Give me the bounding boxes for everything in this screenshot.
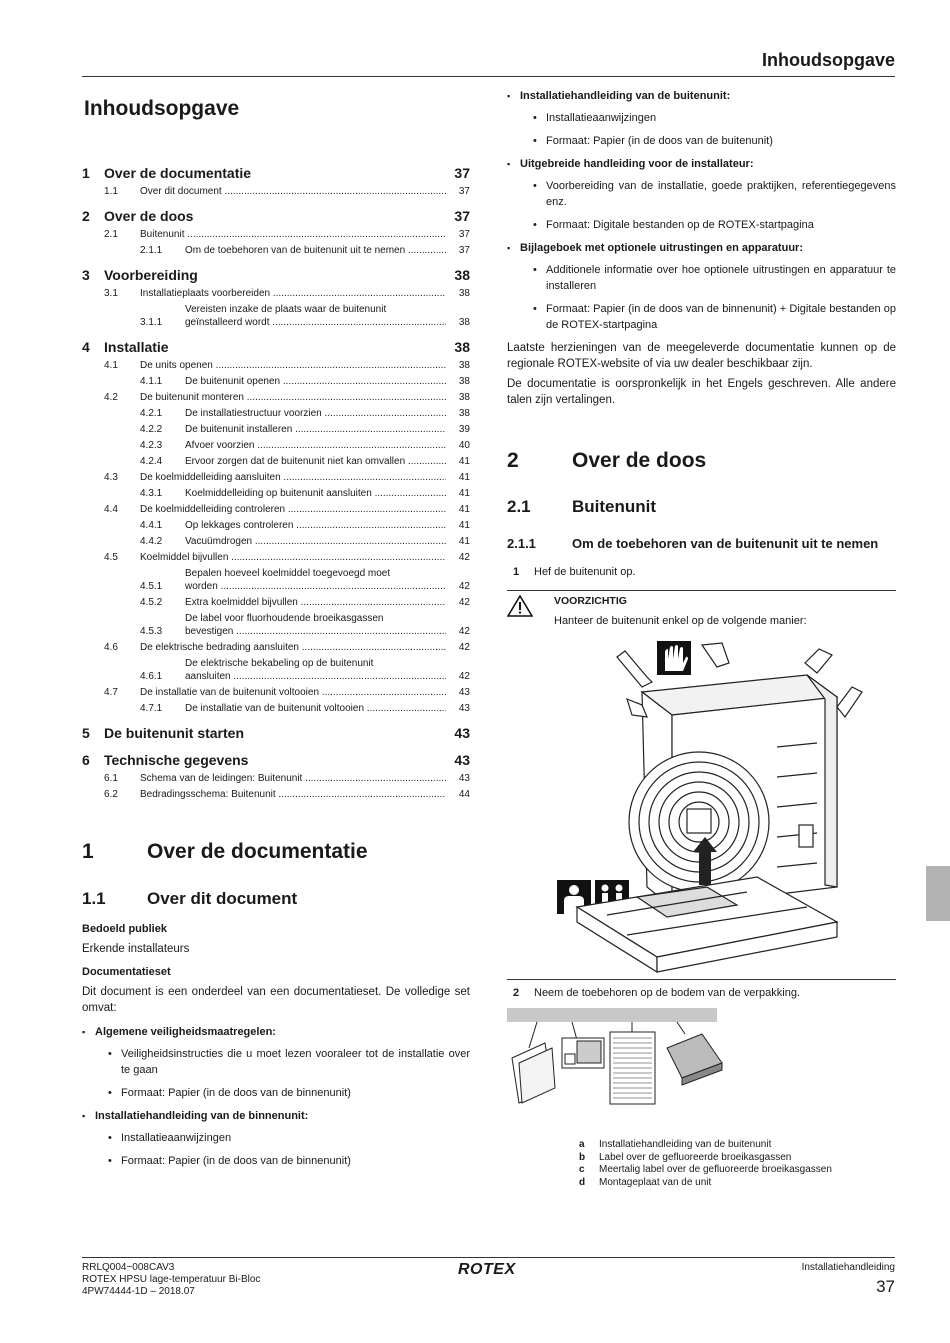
audience-text: Erkende installateurs [82,943,190,955]
toc-page: 41 [458,455,470,467]
toc-entry-level3 [82,565,470,594]
toc-entry-level1 [82,723,470,743]
toc-number: 4.1 [104,359,118,371]
toc-number: 1 [82,165,90,181]
docset-subitem: • Installatieaanwijzingen [95,1130,470,1146]
toc-entry-level3 [82,301,470,330]
toc-number: 6.1 [104,772,118,784]
warning-icon [507,595,554,627]
footer-rule [82,1257,895,1258]
right-column [507,88,896,1108]
toc-title-text: De buitenunit starten [104,725,245,741]
docset-sublist [95,1046,470,1101]
toc-title: Inhoudsopgave [84,97,240,120]
toc-page: 38 [458,375,470,387]
toc-title-text: Koelmiddelleiding op buitenunit aansluiten ..... [185,487,446,500]
toc-page: 38 [454,339,470,355]
legend-row [579,1139,832,1152]
toc-number: 4.3 [104,471,118,483]
legend-key: d [579,1176,586,1188]
toc-entry-level3 [82,242,470,258]
toc-page: 38 [458,391,470,403]
toc-title-text: Over dit document ..... [140,185,446,198]
toc-entry-level3 [82,533,470,549]
docset-sublist [520,262,896,333]
toc-section [82,723,470,743]
toc-page: 44 [458,788,470,800]
toc-title-text: Vacuümdrogen ..... [185,535,446,548]
toc-section [82,337,470,716]
toc-number: 4.5.3 [140,625,163,637]
toc-title-text [185,657,446,683]
toc-entry-level2 [82,469,470,485]
section-2-1-heading [507,497,896,517]
toc-title-text: Koelmiddel bijvullen ..... [140,551,446,564]
toc-title-text: De buitenunit openen ..... [185,375,446,388]
toc-entry-level3 [82,437,470,453]
toc-entry-level3 [82,373,470,389]
toc-number: 4.4 [104,503,118,515]
toc-page: 42 [458,551,470,563]
toc-page: 43 [454,725,470,741]
docset-sublist [520,178,896,233]
label-icon [562,1038,604,1068]
toc-entry-level2 [82,684,470,700]
toc-page: 37 [458,228,470,240]
toc-entry-level1 [82,265,470,285]
toc-number: 3 [82,267,90,283]
toc-entry-level3 [82,594,470,610]
revision-paragraph: Laatste herzieningen van de meegeleverde documentatie kunnen op de regionale ROTEX-website of via uw dealer beschikbaar zijn. [507,342,896,370]
toc-number: 4.4.1 [140,519,163,531]
accessories-illustration [507,1008,896,1108]
language-paragraph: De documentatie is oorspronkelijk in het Engels geschreven. Alle andere talen zijn vertalingen. [507,378,896,406]
toc-entry-level2 [82,226,470,242]
manual-icon [512,1043,555,1103]
toc-number: 1.1 [104,185,118,197]
toc-entry-level3 [82,610,470,639]
table-of-contents [82,163,470,802]
toc-title-text: De koelmiddelleiding controleren ..... [140,503,446,516]
toc-number: 4.7.1 [140,702,163,714]
toc-number: 4.5 [104,551,118,563]
toc-page: 37 [454,208,470,224]
toc-entry-level3 [82,485,470,501]
legend-key: b [579,1151,586,1163]
section-number: 1.1 [82,889,106,908]
toc-number: 3.1 [104,287,118,299]
legend-text: Installatiehandleiding van de buitenunit [599,1139,772,1150]
toc-entry-level1 [82,163,470,183]
docset-item [82,1108,470,1169]
toc-entry-level2 [82,183,470,199]
toc-number: 4.2.3 [140,439,163,451]
docset-item-title: Installatiehandleiding van de buitenunit: [520,90,731,102]
step-text: Hef de buitenunit op. [534,566,636,578]
docset-subitem: • Additionele informatie over hoe optionele uitrustingen en apparatuur te installeren [520,262,896,294]
toc-title-text: Over de documentatie [104,165,252,181]
toc-page: 37 [458,185,470,197]
chapter-number: 1 [82,840,94,863]
legend-text: Montageplaat van de unit [599,1176,712,1188]
docset-item-title: Installatiehandleiding van de binnenunit: [95,1110,309,1122]
toc-page: 42 [458,625,470,637]
toc-number: 4.6 [104,641,118,653]
toc-entry-level3 [82,517,470,533]
docset-item [507,156,896,233]
toc-number: 4 [82,339,90,355]
toc-title-text: De installatie van de buitenunit voltooien ..... [185,702,446,715]
docset-sublist [95,1130,470,1169]
subsection-2-1-1-heading [507,534,896,553]
toc-title-text [185,303,446,329]
section-number: 2.1 [507,497,531,516]
docset-item-title: Bijlageboek met optionele uitrustingen en apparatuur: [520,242,803,254]
toc-entry-level1 [82,750,470,770]
legend-text: Meertalig label over de gefluoreerde broeikasgassen [599,1164,832,1175]
docset-list-right [507,88,896,333]
audience-label: Bedoeld publiek [82,923,167,935]
footer-doc-type: Installatiehandleiding [801,1262,895,1273]
toc-number: 5 [82,725,90,741]
docset-text: Dit document is een onderdeel van een documentatieset. De volledige set omvat: [82,986,470,1014]
toc-page: 43 [458,686,470,698]
toc-number: 4.2 [104,391,118,403]
toc-page: 41 [458,519,470,531]
toc-entry-level2 [82,549,470,565]
page-number: 37 [876,1277,895,1296]
header-rule [82,76,895,77]
toc-entry-level2 [82,786,470,802]
section-title: Over dit document [147,889,298,908]
toc-title-text: De koelmiddelleiding aansluiten ..... [140,471,446,484]
docset-subitem: • Formaat: Digitale bestanden op de ROTEX-startpagina [520,217,896,233]
docset-item [82,1024,470,1101]
legend-row [579,1177,832,1190]
caution-box [507,590,896,627]
chapter-number: 2 [507,449,519,472]
gloves-icon [657,641,691,675]
toc-title-line2: geïnstalleerd wordt ..... [185,316,446,329]
chapter-title: Over de documentatie [147,840,368,863]
toc-entry-level3 [82,453,470,469]
toc-page: 38 [458,316,470,328]
step-1 [507,565,896,580]
docset-item [507,88,896,149]
toc-page: 37 [454,165,470,181]
toc-title-text: Technische gegevens [104,752,249,768]
toc-title-text: De installatiestructuur voorzien ..... [185,407,446,420]
toc-number: 4.2.1 [140,407,163,419]
toc-title-text [185,612,446,638]
toc-page: 40 [458,439,470,451]
toc-entry-level2 [82,285,470,301]
toc-title-text: Over de doos [104,208,194,224]
toc-page: 38 [454,267,470,283]
toc-entry-level2 [82,501,470,517]
toc-title-line2: worden ..... [185,580,446,593]
toc-title-text: Extra koelmiddel bijvullen ..... [185,596,446,609]
footer-product: ROTEX HPSU lage-temperatuur Bi-Bloc [82,1274,261,1285]
subsection-title: Om de toebehoren van de buitenunit uit te nemen [572,536,879,551]
toc-title-text: De elektrische bedrading aansluiten ..... [140,641,446,654]
chapter-1-heading [82,840,470,864]
toc-number: 4.2.2 [140,423,163,435]
toc-number: 4.2.4 [140,455,163,467]
toc-title-text: De units openen ..... [140,359,446,372]
toc-page: 41 [458,471,470,483]
toc-page: 42 [458,580,470,592]
toc-entry-level2 [82,639,470,655]
docset-subitem: • Formaat: Papier (in de doos van de buitenunit) [520,133,896,149]
toc-number: 4.6.1 [140,670,163,682]
toc-entry-level3 [82,405,470,421]
chapter-2-heading [507,449,896,473]
toc-title-text: Bedradingsschema: Buitenunit ..... [140,788,446,801]
chapter-tab [926,866,950,921]
toc-page: 42 [458,596,470,608]
step-text: Neem de toebehoren op de bodem van de verpakking. [534,987,801,999]
toc-title-text: De buitenunit installeren ..... [185,423,446,436]
legend-row [579,1164,832,1177]
outdoor-unit-drawing [629,675,837,907]
toc-title-line2: bevestigen ..... [185,625,446,638]
toc-title-text: Op lekkages controleren ..... [185,519,446,532]
toc-title-text: De installatie van de buitenunit voltooien ..... [140,686,446,699]
toc-title-text: Afvoer voorzien ..... [185,439,446,452]
docset-subitem: • Formaat: Papier (in de doos van de binnenunit) + Digitale bestanden op de ROTEX-startpagina [520,301,896,333]
docset-subitem: • Installatieaanwijzingen [520,110,896,126]
docset-subitem: • Voorbereiding van de installatie, goede praktijken, referentiegegevens enz. [520,178,896,210]
toc-section [82,750,470,802]
step-2 [507,986,896,1001]
toc-number: 4.7 [104,686,118,698]
toc-number: 4.3.1 [140,487,163,499]
toc-entry-level2 [82,770,470,786]
toc-title-text: Buitenunit ..... [140,228,446,241]
rotex-logo: ROTEX [458,1261,516,1278]
toc-page: 39 [458,423,470,435]
docset-subitem: • Formaat: Papier (in de doos van de binnenunit) [95,1085,470,1101]
toc-number: 3.1.1 [140,316,163,328]
legend-text: Label over de gefluoreerde broeikasgassen [599,1151,792,1163]
toc-entry-level1 [82,337,470,357]
docset-label: Documentatieset [82,966,171,978]
docset-sublist [520,110,896,149]
toc-entry-level3 [82,700,470,716]
lifting-illustration [507,637,896,977]
toc-number: 2 [82,208,90,224]
toc-entry-level2 [82,357,470,373]
footer-left [82,1262,260,1298]
running-header: Inhoudsopgave [761,50,895,70]
multilingual-label-icon [610,1032,655,1104]
toc-title-text: Om de toebehoren van de buitenunit uit te nemen ..... [185,244,446,257]
toc-page: 41 [458,503,470,515]
legend-key: c [579,1164,585,1175]
toc-title-line1: Vereisten inzake de plaats waar de buitenunit [185,303,387,315]
docset-item [507,240,896,333]
footer-model: RRLQ004~008CAV3 [82,1262,175,1273]
toc-page: 42 [458,670,470,682]
docset-list-left [82,1024,470,1169]
toc-section [82,163,470,199]
toc-number: 6.2 [104,788,118,800]
section-1-1-heading [82,889,470,909]
toc-title-line1: De elektrische bekabeling op de buitenunit [185,657,374,669]
subsection-number: 2.1.1 [507,536,536,551]
docset-subitem: • Formaat: Papier (in de doos van de binnenunit) [95,1153,470,1169]
step-number: 2 [513,987,520,999]
toc-number: 4.5.2 [140,596,163,608]
left-column [82,95,470,1176]
toc-title-text: De buitenunit monteren ..... [140,391,446,404]
toc-page: 42 [458,641,470,653]
toc-title-text [185,567,446,593]
step-2-container [507,979,896,1001]
toc-entry-level2 [82,389,470,405]
toc-page: 43 [458,772,470,784]
toc-title-line2: aansluiten ..... [185,670,446,683]
mounting-plate-icon [667,1034,722,1085]
toc-page: 43 [458,702,470,714]
toc-section [82,206,470,258]
docset-subitem: • Veiligheidsinstructies die u moet lezen vooraleer tot de installatie over te gaan [95,1046,470,1078]
toc-title-text: Ervoor zorgen dat de buitenunit niet kan omvallen ..... [185,455,446,468]
footer-docnum: 4PW74444-1D – 2018.07 [82,1286,195,1297]
chapter-title: Over de doos [572,449,707,472]
toc-entry-level3 [82,655,470,684]
toc-title-text: Installatieplaats voorbereiden ..... [140,287,446,300]
toc-title-text: Installatie [104,339,169,355]
toc-title-text: Voorbereiding [104,267,198,283]
toc-title-line1: De label voor fluorhoudende broeikasgassen [185,612,384,624]
toc-page: 37 [458,244,470,256]
toc-page: 41 [458,487,470,499]
toc-number: 2.1 [104,228,118,240]
toc-number: 6 [82,752,90,768]
toc-entry-level3 [82,421,470,437]
toc-title-text: Schema van de leidingen: Buitenunit ..... [140,772,446,785]
toc-section [82,265,470,330]
toc-page: 41 [458,535,470,547]
toc-number: 2.1.1 [140,244,163,256]
toc-title-line1: Bepalen hoeveel koelmiddel toegevoegd moet [185,567,391,579]
docset-item-title: Uitgebreide handleiding voor de installateur: [520,158,754,170]
toc-number: 4.1.1 [140,375,163,387]
toc-number: 4.4.2 [140,535,163,547]
toc-page: 38 [458,287,470,299]
legend-key: a [579,1139,585,1150]
section-title: Buitenunit [572,497,657,516]
toc-entry-level1 [82,206,470,226]
step-number: 1 [513,566,520,578]
toc-page: 43 [454,752,470,768]
toc-page: 38 [458,407,470,419]
caution-text: Hanteer de buitenunit enkel op de volgende manier: [554,615,807,627]
toc-page: 38 [458,359,470,371]
accessories-legend [579,1139,832,1189]
caution-title: VOORZICHTIG [554,595,627,607]
legend-row [579,1152,832,1165]
toc-number: 4.5.1 [140,580,163,592]
docset-item-title: Algemene veiligheidsmaatregelen: [95,1026,276,1038]
